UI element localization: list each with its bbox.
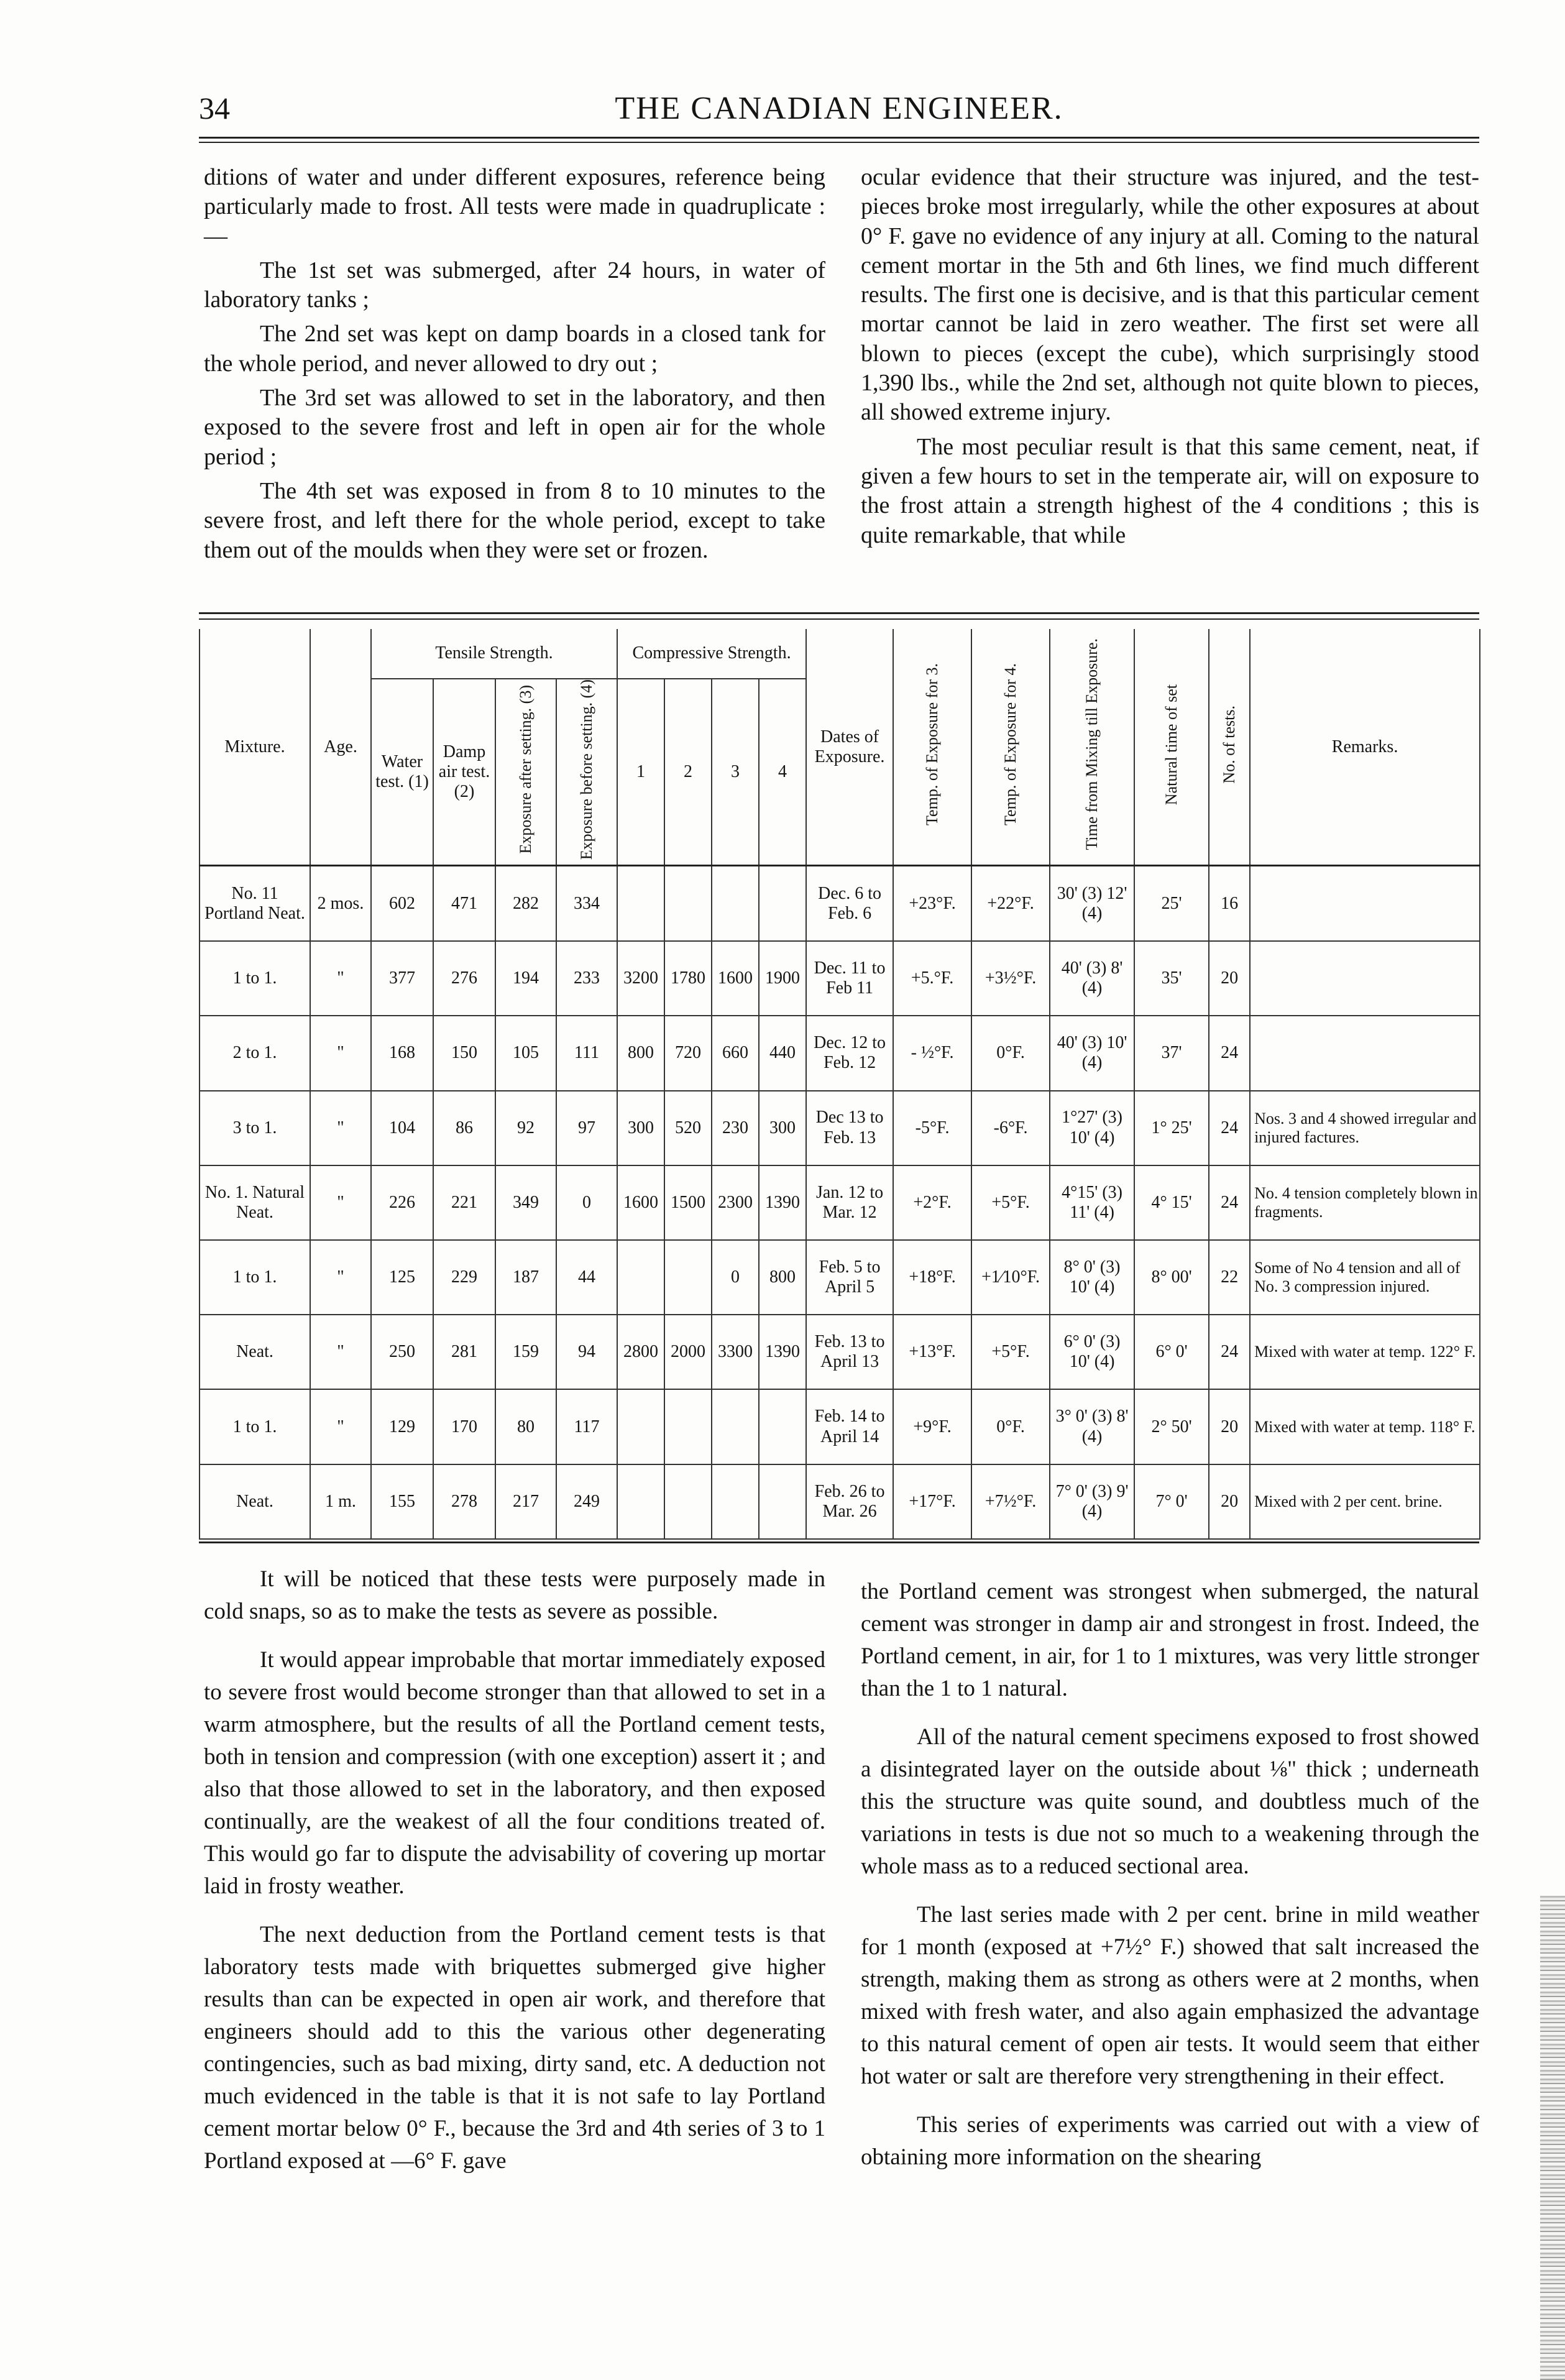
cell-natural: 2° 50' [1134,1389,1209,1464]
cell-t3: 187 [495,1240,556,1315]
top-left-column [204,163,825,570]
cell-t1: 250 [371,1315,433,1389]
page-number: 34 [199,91,230,126]
cell-time: 8° 0' (3) 10' (4) [1050,1240,1134,1315]
paragraph: The 1st set was submerged, after 24 hours, in water of laboratory tanks ; [204,257,825,313]
cell-dates: Dec. 12 to Feb. 12 [806,1016,893,1090]
cell-c1 [617,1240,664,1315]
cell-t4: 94 [556,1315,617,1389]
cell-t2: 150 [433,1016,495,1090]
cell-t3: 80 [495,1389,556,1464]
cell-c2: 520 [664,1091,712,1165]
cell-remarks: Some of No 4 tension and all of No. 3 compression injured. [1250,1240,1480,1315]
cell-c4: 1390 [759,1165,806,1240]
cell-dates: Jan. 12 to Mar. 12 [806,1165,893,1240]
cell-c2: 2000 [664,1315,712,1389]
header-rule-2 [199,142,1479,143]
cell-c1 [617,1464,664,1539]
cell-t4: 0 [556,1165,617,1240]
header-mixture: Mixture. [200,629,310,866]
cell-c4: 1390 [759,1315,806,1389]
cell-t4: 111 [556,1016,617,1090]
header-dates: Dates of Exposure. [806,629,893,866]
cell-t2: 170 [433,1389,495,1464]
table-row [200,1240,1480,1315]
cell-t1: 129 [371,1389,433,1464]
cell-c1 [617,1389,664,1464]
cell-t3: 105 [495,1016,556,1090]
header-c4: 4 [759,679,806,866]
cell-tests: 24 [1209,1165,1250,1240]
cell-dates: Feb. 13 to April 13 [806,1315,893,1389]
cell-mixture: Neat. [200,1315,310,1389]
cell-t2: 278 [433,1464,495,1539]
cell-time: 4°15' (3) 11' (4) [1050,1165,1134,1240]
cell-dates: Dec. 6 to Feb. 6 [806,866,893,941]
header-temp3: Temp. of Exposure for 3. [893,629,971,866]
table-row [200,1091,1480,1165]
cell-age: " [310,1315,371,1389]
cell-temp4: +3½°F. [971,941,1050,1016]
cell-age: 1 m. [310,1464,371,1539]
cell-c2: 720 [664,1016,712,1090]
cell-tests: 20 [1209,941,1250,1016]
cell-t3: 282 [495,866,556,941]
header-compressive: Compressive Strength. [617,629,806,679]
cell-c3 [712,1464,759,1539]
table-row [200,866,1480,941]
cell-tests: 20 [1209,1389,1250,1464]
cell-remarks: Mixed with water at temp. 122° F. [1250,1315,1480,1389]
cell-remarks [1250,1016,1480,1090]
cell-remarks: No. 4 tension completely blown in fragments. [1250,1165,1480,1240]
cell-natural: 4° 15' [1134,1165,1209,1240]
cell-dates: Feb. 5 to April 5 [806,1240,893,1315]
cell-natural: 35' [1134,941,1209,1016]
cell-c2 [664,866,712,941]
cell-c3 [712,866,759,941]
cell-natural: 8° 00' [1134,1240,1209,1315]
header-age: Age. [310,629,371,866]
cell-mixture: No. 1. Natural Neat. [200,1165,310,1240]
cell-c3: 3300 [712,1315,759,1389]
page-header [199,90,1479,134]
cell-t3: 159 [495,1315,556,1389]
paragraph: The next deduction from the Portland cement tests is that laboratory tests made with briquettes submerged give higher results than can be expected in open air work, and therefore that engineers should add to this the various other degenerating contingencies, such as bad mixing, dirty sand, etc. A deduction not much evidenced in the table is that it is not safe to lay Portland cement mortar below 0° F., because the 3rd and 4th series of 3 to 1 Portland exposed at —6° F. gave [204,1922,825,2174]
cell-temp3: +9°F. [893,1389,971,1464]
cell-tests: 20 [1209,1464,1250,1539]
cell-temp3: +5.°F. [893,941,971,1016]
table-row [200,941,1480,1016]
cell-t1: 602 [371,866,433,941]
paragraph: ditions of water and under different exposures, reference being particularly made to frost. All tests were made in quadruplicate :— [204,164,825,249]
cell-t2: 229 [433,1240,495,1315]
scan-edge-artifact [1540,1896,1565,2380]
cell-t2: 471 [433,866,495,941]
cell-t1: 377 [371,941,433,1016]
cell-c4: 1900 [759,941,806,1016]
header-remarks: Remarks. [1250,629,1480,866]
header-c3: 3 [712,679,759,866]
cell-c2: 1500 [664,1165,712,1240]
table-row [200,1389,1480,1464]
cell-c3 [712,1389,759,1464]
cell-t4: 44 [556,1240,617,1315]
cell-temp3: -5°F. [893,1091,971,1165]
cell-temp4: +22°F. [971,866,1050,941]
cell-time: 40' (3) 8' (4) [1050,941,1134,1016]
paragraph: The 3rd set was allowed to set in the laboratory, and then exposed to the severe frost and left in open air for the whole period ; [204,385,825,470]
paragraph: It will be noticed that these tests were purposely made in cold snaps, so as to make the tests as severe as possible. [204,1566,825,1624]
cell-temp4: 0°F. [971,1389,1050,1464]
cell-tests: 16 [1209,866,1250,941]
cell-c1: 800 [617,1016,664,1090]
cell-c4: 300 [759,1091,806,1165]
cell-remarks [1250,941,1480,1016]
paragraph: All of the natural cement specimens exposed to frost showed a disintegrated layer on the outside about ⅛" thick ; underneath this the structure was quite sound, and doubtless much of the variations in tests is due not so much to a weakening through the whole mass as to a reduced sectional area. [861,1724,1479,1879]
table-row [200,1016,1480,1090]
cell-natural: 7° 0' [1134,1464,1209,1539]
cell-dates: Dec 13 to Feb. 13 [806,1091,893,1165]
header-damp-air-test: Damp air test. (2) [433,679,495,866]
table-top-rule-2 [199,618,1479,620]
cell-tests: 22 [1209,1240,1250,1315]
cell-t1: 125 [371,1240,433,1315]
cell-c1: 1600 [617,1165,664,1240]
cell-t1: 155 [371,1464,433,1539]
cell-t3: 349 [495,1165,556,1240]
cell-c2: 1780 [664,941,712,1016]
cell-temp3: +13°F. [893,1315,971,1389]
cell-t1: 104 [371,1091,433,1165]
cell-natural: 1° 25' [1134,1091,1209,1165]
journal-title: THE CANADIAN ENGINEER. [615,91,1063,126]
header-temp4: Temp. of Exposure for 4. [971,629,1050,866]
header-tensile: Tensile Strength. [371,629,617,679]
cell-natural: 6° 0' [1134,1315,1209,1389]
cell-age: " [310,1165,371,1240]
cell-temp3: +17°F. [893,1464,971,1539]
cell-remarks: Nos. 3 and 4 showed irregular and injured factures. [1250,1091,1480,1165]
header-c1: 1 [617,679,664,866]
cell-time: 40' (3) 10' (4) [1050,1016,1134,1090]
paragraph: The most peculiar result is that this same cement, neat, if given a few hours to set in the temperate air, will on exposure to the frost attain a strength highest of the 4 conditions ; this is quite remarkable, that while [861,433,1479,548]
cell-c2 [664,1389,712,1464]
header-time-mixing: Time from Mixing till Exposure. [1050,629,1134,866]
cell-t2: 86 [433,1091,495,1165]
cell-c3: 660 [712,1016,759,1090]
cell-t2: 221 [433,1165,495,1240]
bottom-left-column [204,1563,825,2194]
paragraph: ocular evidence that their structure was injured, and the test-pieces broke most irregularly, while the other exposures at about 0° F. gave no evidence of any injury at all. Coming to the natural cement mortar in the 5th and 6th lines, we find much different results. The first one is decisive, and is that this particular cement mortar cannot be laid in zero weather. The first set were all blown to pieces (except the cube), which surprisingly stood 1,390 lbs., while the 2nd set, although not quite blown to pieces, all showed extreme injury. [861,164,1479,426]
cell-time: 30' (3) 12' (4) [1050,866,1134,941]
cell-t1: 168 [371,1016,433,1090]
cell-c3: 0 [712,1240,759,1315]
cell-time: 3° 0' (3) 8' (4) [1050,1389,1134,1464]
cell-t4: 233 [556,941,617,1016]
cell-natural: 37' [1134,1016,1209,1090]
cell-mixture: 1 to 1. [200,941,310,1016]
cell-dates: Feb. 14 to April 14 [806,1389,893,1464]
cell-temp3: - ½°F. [893,1016,971,1090]
cell-t4: 97 [556,1091,617,1165]
cell-temp3: +2°F. [893,1165,971,1240]
top-right-column [861,163,1479,555]
cell-temp4: +5°F. [971,1315,1050,1389]
header-exposure-before: Exposure before setting. (4) [556,679,617,866]
paragraph: It would appear improbable that mortar immediately exposed to severe frost would become stronger than that allowed to set in a warm atmosphere, but the results of all the Portland cement tests, both in tension and compression (with one exception) assert it ; and also that those allowed to set in the laboratory, and then exposed continually, are the weakest of all the four conditions treated of. This would go far to dispute the advisability of covering up mortar laid in frosty weather. [204,1647,825,1899]
cell-temp4: +7½°F. [971,1464,1050,1539]
test-results-table [199,629,1480,1540]
cell-mixture: Neat. [200,1464,310,1539]
cell-dates: Dec. 11 to Feb 11 [806,941,893,1016]
cell-temp4: +1⁄10°F. [971,1240,1050,1315]
cell-c1: 2800 [617,1315,664,1389]
cell-age: " [310,1240,371,1315]
header-no-tests: No. of tests. [1209,629,1250,866]
paragraph: The 2nd set was kept on damp boards in a closed tank for the whole period, and never allowed to dry out ; [204,321,825,377]
cell-age: " [310,941,371,1016]
cell-remarks: Mixed with 2 per cent. brine. [1250,1464,1480,1539]
cell-age: " [310,1091,371,1165]
cell-c2 [664,1240,712,1315]
cell-natural: 25' [1134,866,1209,941]
cell-temp3: +18°F. [893,1240,971,1315]
cell-c4 [759,866,806,941]
cell-dates: Feb. 26 to Mar. 26 [806,1464,893,1539]
cell-t4: 334 [556,866,617,941]
cell-mixture: 1 to 1. [200,1389,310,1464]
cell-tests: 24 [1209,1016,1250,1090]
cell-c2 [664,1464,712,1539]
cell-t3: 217 [495,1464,556,1539]
cell-t1: 226 [371,1165,433,1240]
cell-t4: 249 [556,1464,617,1539]
cell-time: 1°27' (3) 10' (4) [1050,1091,1134,1165]
cell-t4: 117 [556,1389,617,1464]
cell-t2: 281 [433,1315,495,1389]
cell-age: " [310,1389,371,1464]
header-water-test: Water test. (1) [371,679,433,866]
cell-c3: 1600 [712,941,759,1016]
cell-mixture: No. 11 Portland Neat. [200,866,310,941]
cell-temp3: +23°F. [893,866,971,941]
cell-remarks [1250,866,1480,941]
cell-time: 7° 0' (3) 9' (4) [1050,1464,1134,1539]
cell-c4 [759,1464,806,1539]
cell-c1: 3200 [617,941,664,1016]
cell-temp4: -6°F. [971,1091,1050,1165]
cell-remarks: Mixed with water at temp. 118° F. [1250,1389,1480,1464]
table-top-rule [199,612,1479,614]
header-natural-time: Natural time of set [1134,629,1209,866]
cell-mixture: 2 to 1. [200,1016,310,1090]
cell-time: 6° 0' (3) 10' (4) [1050,1315,1134,1389]
paragraph: The last series made with 2 per cent. brine in mild weather for 1 month (exposed at +7½° F.) showed that salt increased the strength, making them as strong as others were at 2 months, when mixed with fresh water, and also again emphasized the advantage to this natural cement of open air tests. It would seem that either hot water or salt are therefore very strengthening in their effect. [861,1902,1479,2089]
cell-age: 2 mos. [310,866,371,941]
table-row [200,1165,1480,1240]
paragraph: This series of experiments was carried out with a view of obtaining more information on the shearing [861,2112,1479,2170]
cell-temp4: +5°F. [971,1165,1050,1240]
table-row [200,1464,1480,1539]
cell-t3: 92 [495,1091,556,1165]
table-row [200,1315,1480,1389]
paragraph: The 4th set was exposed in from 8 to 10 minutes to the severe frost, and left there for the whole period, except to take them out of the moulds when they were set or frozen. [204,477,825,563]
cell-mixture: 1 to 1. [200,1240,310,1315]
header-rule [199,137,1479,139]
cell-c3: 230 [712,1091,759,1165]
bottom-right-column [861,1576,1479,2190]
cell-c4 [759,1389,806,1464]
cell-c1 [617,866,664,941]
table-bottom-rule [199,1541,1479,1543]
cell-c1: 300 [617,1091,664,1165]
paragraph: the Portland cement was strongest when submerged, the natural cement was stronger in damp air and strongest in frost. Indeed, the Portland cement, in air, for 1 to 1 mixtures, was very little stronger than the 1 to 1 natural. [861,1579,1479,1701]
cell-c3: 2300 [712,1165,759,1240]
cell-mixture: 3 to 1. [200,1091,310,1165]
cell-tests: 24 [1209,1315,1250,1389]
cell-t3: 194 [495,941,556,1016]
header-c2: 2 [664,679,712,866]
cell-c4: 800 [759,1240,806,1315]
header-exposure-after: Exposure after setting. (3) [495,679,556,866]
cell-t2: 276 [433,941,495,1016]
cell-c4: 440 [759,1016,806,1090]
cell-tests: 24 [1209,1091,1250,1165]
cell-temp4: 0°F. [971,1016,1050,1090]
cell-age: " [310,1016,371,1090]
